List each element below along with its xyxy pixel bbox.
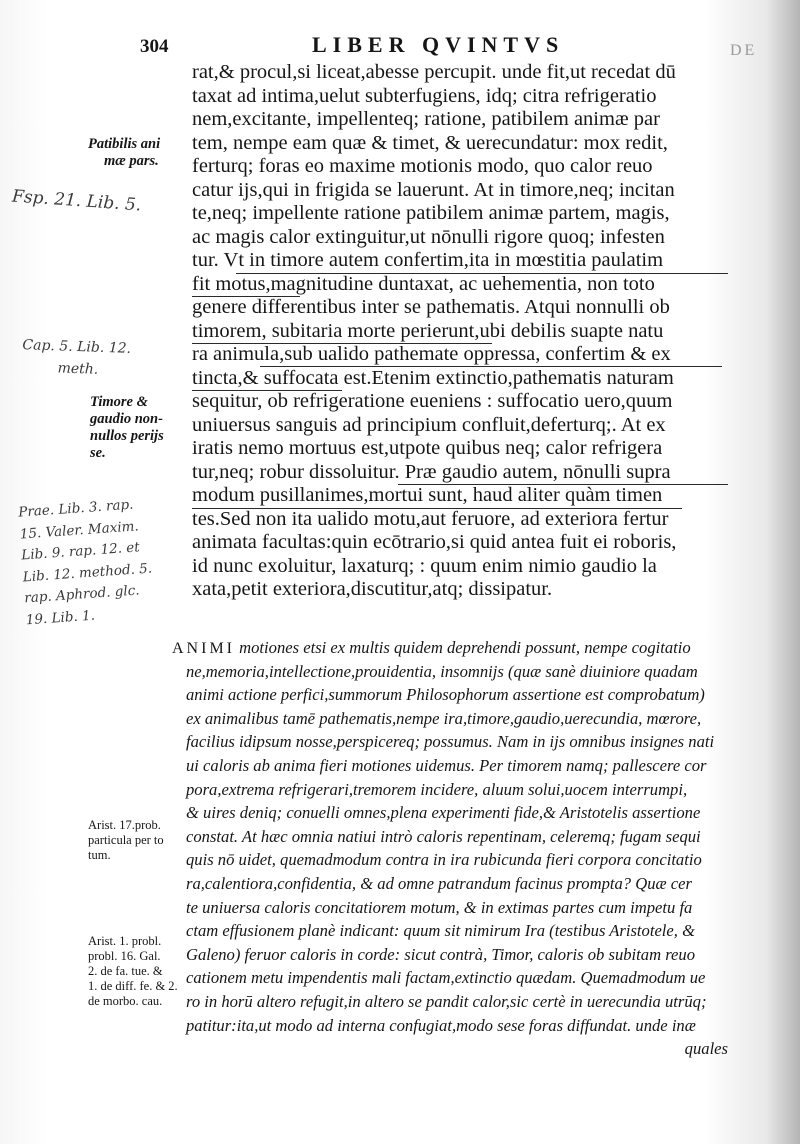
text-line: te uniuersa caloris concitatiorem motum, & in extimas partes cum impetu fa <box>186 897 693 917</box>
margin-note-line: Arist. 17.prob. <box>88 818 161 832</box>
text-line: patitur:ita,ut modo ad interna confugiat,modo sese foras diffundat. unde inæ <box>186 1015 696 1035</box>
text-line: uniuersus sanguis ad principium confluit,deferturq;. At ex <box>192 413 666 436</box>
ink-underline <box>192 296 300 297</box>
text-line: animata facultas:quin ecōtrario,si quid antea fuit ei roboris, <box>192 531 677 553</box>
handwritten-line: rap. Aphrod. glc. <box>23 582 141 607</box>
margin-note-line: probl. 16. Gal. <box>88 949 161 963</box>
text-line: tur. Vt in timore autem confertim,ita in mœstitia paulatim <box>192 249 664 271</box>
margin-note-timore <box>90 394 164 462</box>
text-line: tincta,& suffocata est.Etenim extinctio,pathematis naturam <box>192 366 674 389</box>
text-line: ctam effusionem planè indicant: quum sit nimirum Ira (testibus Aristotele, & <box>186 921 695 941</box>
handwritten-note-3 <box>18 494 156 632</box>
text-line: taxat ad intima,uelut subterfugiens, idq; citra refrigeratio <box>192 84 657 107</box>
show-through-text: DE <box>730 42 758 59</box>
page-header <box>0 30 800 60</box>
text-line: ferturq; foras eo maxime motionis modo, quo calor reuo <box>192 155 653 177</box>
text-line: te,neq; impellente ratione patibilem animæ partem, magis, <box>192 202 670 224</box>
ink-underline <box>192 390 342 391</box>
text-line-content: motiones etsi ex multis quidem deprehendi possunt, nempe cogitatio <box>239 638 691 657</box>
handwritten-line: Fsp. 21. Lib. 5. <box>11 186 142 216</box>
text-line: tes.Sed non ita ualido motu,aut feruore, ad exteriora fertur <box>192 507 669 530</box>
margin-note-line: Timore & <box>90 394 148 410</box>
margin-note-line: 1. de diff. fe. & 2. <box>88 979 178 993</box>
margin-note-line: mæ pars. <box>104 153 159 169</box>
text-line: timorem, subitaria morte perierunt,ubi debilis suapte natu <box>192 319 664 342</box>
handwritten-line: Prae. Lib. 3. rap. <box>17 496 134 521</box>
ink-underline <box>192 508 682 509</box>
margin-note-aristotle-17 <box>88 818 164 863</box>
text-line: id nunc exoluitur, laxaturq; : quum enim nimio gaudio la <box>192 554 657 577</box>
text-line: rat,& procul,si liceat,abesse percupit. unde fit,ut recedat dū <box>192 61 676 83</box>
text-line: facilius idipsum nosse,perspicereq; possumus. Nam in ijs omnibus insignes nati <box>186 732 715 752</box>
margin-note-line: Arist. 1. probl. <box>88 934 162 948</box>
text-line: ex animalibus tamē pathematis,nempe ira,timore,gaudio,uerecundia, mœrore, <box>186 708 702 728</box>
handwritten-line: Lib. 9. rap. 12. et <box>20 539 141 564</box>
text-line <box>172 636 742 660</box>
main-text-block <box>192 61 740 602</box>
text-line: nem,excitante, impellenteq; ratione, patibilem animæ par <box>192 108 660 130</box>
text-line: & uires deniq; conuelli omnes,plena experimenti fide,& Aristotelis assertione <box>186 803 701 823</box>
margin-note-line: se. <box>90 445 106 461</box>
margin-note-line: particula per to <box>88 833 164 847</box>
text-line: animi actione perfici,summorum Philosophorum assertione est comprobatum) <box>186 685 705 705</box>
handwritten-line: Lib. 12. method. 5. <box>22 559 153 585</box>
text-line: catur ijs,qui in frigida se lauerunt. At in timore,neq; incitan <box>192 178 675 201</box>
handwritten-line: meth. <box>57 360 99 378</box>
margin-note-line: Patibilis ani <box>88 136 161 152</box>
text-line: genere differentibus inter se pathematis. Atqui nonnulli ob <box>192 296 670 318</box>
margin-note-line: gaudio non- <box>90 411 163 427</box>
italic-commentary-block <box>172 636 742 1061</box>
catchword: quales <box>684 1039 728 1059</box>
margin-note-patibilis <box>88 136 160 170</box>
text-line: cationem metu impendentis mali factam,extinctio quædam. Quemadmodum ue <box>186 968 706 988</box>
text-line: sequitur, ob refrigeratione eueniens : suffocatio uero,quum <box>192 390 673 412</box>
running-head: LIBER QVINTVS <box>312 32 565 57</box>
text-line: pora,extrema refrigerari,tremorem incidere, aluum solui,uocem interrumpi, <box>186 779 688 799</box>
text-line: iratis nemo mortuus est,utpote quibus neq; calor refrigera <box>192 437 663 459</box>
handwritten-line: 19. Lib. 1. <box>25 607 96 628</box>
handwritten-line: Cap. 5. Lib. 12. <box>22 337 132 357</box>
text-line: ui caloris ab anima fieri motiones uidemus. Per timorem namq; pallescere cor <box>186 755 707 775</box>
text-line: ra,calentiora,confidentia, & ad omne patrandum facinus prompta? Quæ cer <box>186 873 692 893</box>
ink-underline <box>398 484 728 485</box>
margin-note-line: tum. <box>88 848 111 862</box>
ink-underline <box>260 366 722 367</box>
text-line: ro in horū altero refugit,in altero se pandit calor,sic certè in uerecundia utrūq; <box>186 991 707 1011</box>
text-line: fit motus,magnitudine duntaxat, ac uehementia, non toto <box>192 272 655 295</box>
text-line: Galeno) feruor caloris in corde: sicut contrà, Timor, caloris ob subitam reuo <box>186 944 696 964</box>
text-line: tem, nempe eam quæ & timet, & uerecundatur: mox redit, <box>192 131 668 154</box>
text-line: ac magis calor extinguitur,ut nōnulli rigore quoq; infesten <box>192 225 665 248</box>
ink-underline <box>236 273 728 274</box>
margin-note-line: de morbo. cau. <box>88 994 163 1008</box>
margin-note-line: nullos perijs <box>90 428 164 444</box>
text-line: quis nō uidet, quemadmodum contra in ira rubicunda fieri corpora concitatio <box>186 850 702 870</box>
text-line: ra animula,sub ualido pathemate oppressa, confertim & ex <box>192 343 671 365</box>
lead-word: ANIMI <box>172 640 235 657</box>
handwritten-note-2 <box>21 334 131 382</box>
text-line: ne,memoria,intellectione,prouidentia, insomnijs (quæ sanè diuiniore quadam <box>186 661 698 681</box>
text-line: constat. At hæc omnia natiui intrò caloris repentinam, celeremq; fugam sequi <box>186 826 701 846</box>
page-gutter-shadow <box>766 0 800 1144</box>
text-line: xata,petit exteriora,discutitur,atq; dissipatur. <box>192 578 553 600</box>
page-number: 304 <box>140 36 169 57</box>
margin-note-aristotle-galen <box>88 934 178 1009</box>
handwritten-line: 15. Valer. Maxim. <box>19 517 140 543</box>
margin-note-line: 2. de fa. tue. & <box>88 964 163 978</box>
handwritten-note-1 <box>11 186 142 217</box>
ink-underline <box>192 343 492 344</box>
text-line: tur,neq; robur dissoluitur. Præ gaudio autem, nōnulli supra <box>192 460 671 483</box>
text-line: modum pusillanimes,mortui sunt, haud aliter quàm timen <box>192 484 663 506</box>
